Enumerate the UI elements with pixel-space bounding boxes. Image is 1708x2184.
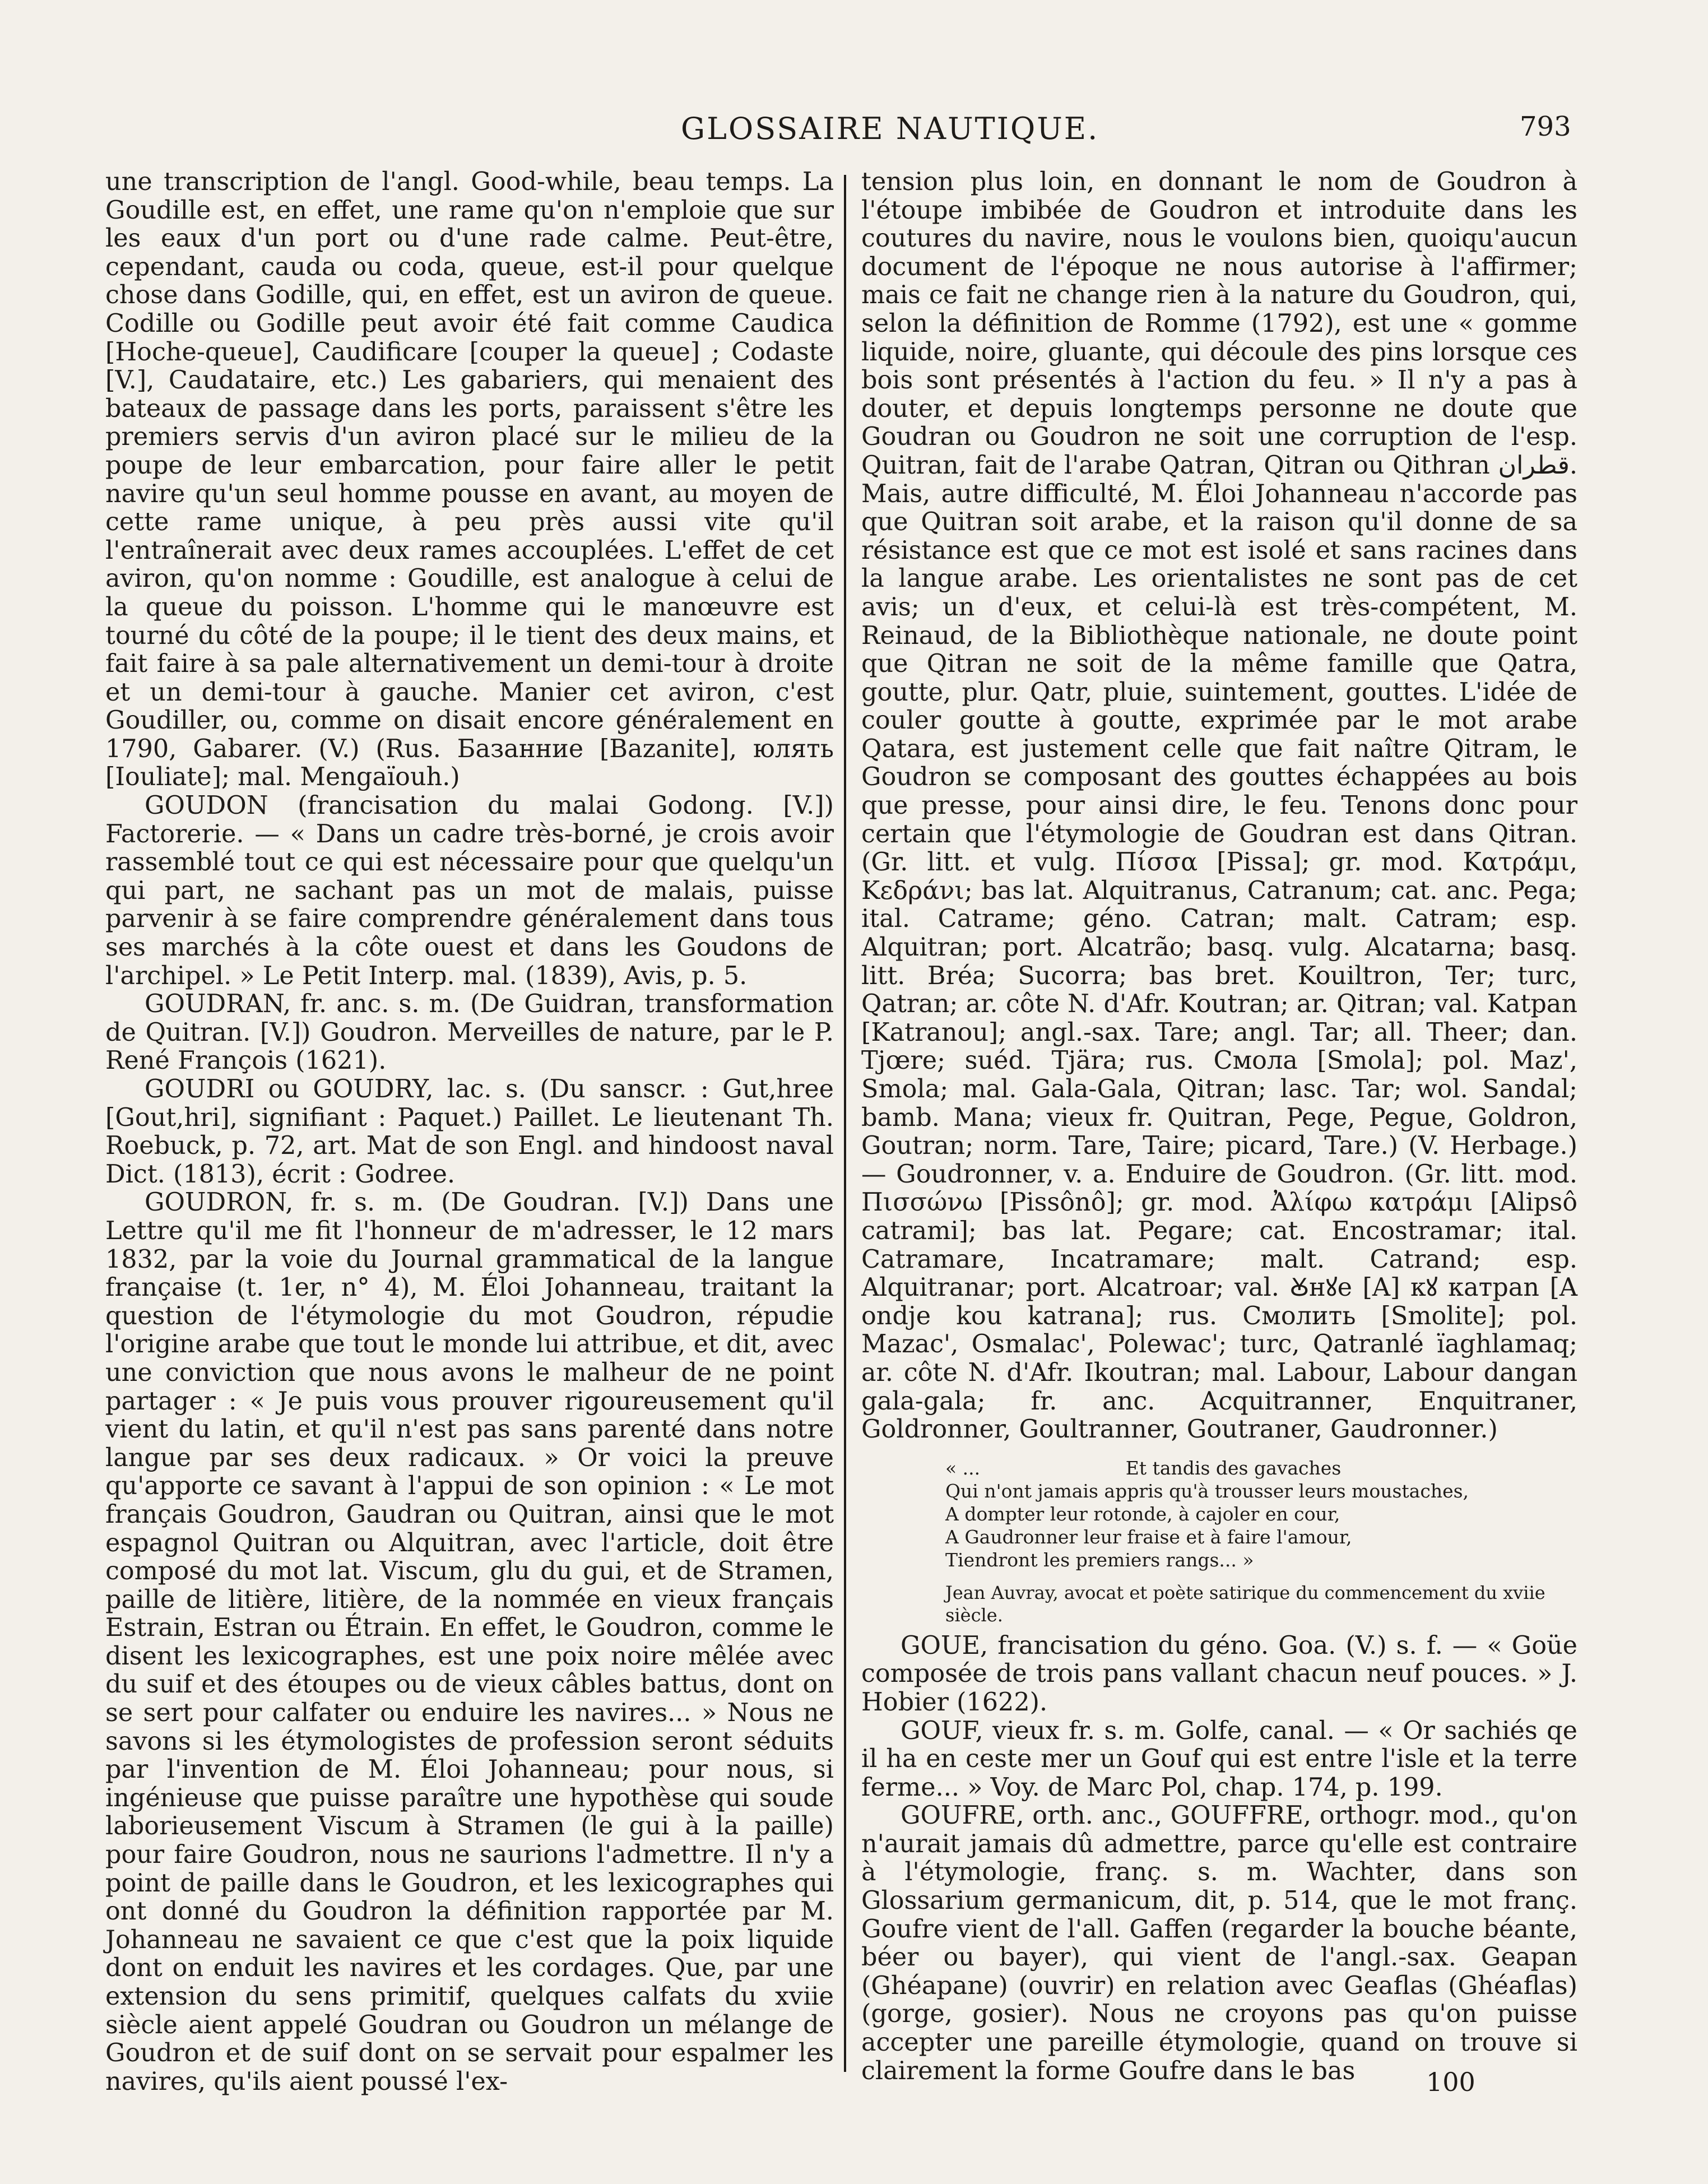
column-divider bbox=[844, 175, 846, 2072]
quote-line: A Gaudronner leur fraise et à faire l'amour, bbox=[945, 1525, 1352, 1548]
paragraph-continuation: une transcription de l'angl. Good-while, beau temps. La Goudille est, en effet, une rame qu'on n'emploie que sur les eaux d'un port ou d'une rade calme. Peut-être, cependant, cauda ou coda, queue, est-il pour quelque chose dans Godille, qui, en effet, est un aviron de queue. Codille ou Godille peut avoir été fait comme Caudica [Hoche-queue], Caudificare [couper la queue] ; Codaste [V.], Caudataire, etc.) Les gabariers, qui menaient des bateaux de passage dans les ports, paraissent s'être les premiers servis d'un aviron placé sur le milieu de la poupe de leur embarcation, pour faire aller le petit navire qu'un seul homme pousse en avant, au moyen de cette rame unique, à peu près aussi vite qu'il l'entraînerait avec deux rames accouplées. L'effet de cet aviron, qu'on nomme : Goudille, est analogue à celui de la queue du poisson. L'homme qui le manœuvre est tourné du côté de la poupe; il le tient des deux mains, et fait faire à sa pale alternativement un demi-tour à droite et un demi-tour à gauche. Manier cet aviron, c'est Goudiller, ou, comme on disait encore généralement en 1790, Gabarer. (V.) (Rus. Базанние [Bazanite], юлять [Iouliate]; mal. Mengaïouh.) bbox=[105, 168, 834, 792]
entry-goudon: GOUDON (francisation du malai Godong. [V.]) Factorerie. — « Dans un cadre très-borné, je crois avoir rassemblé tout ce qui est nécessaire pour que quelqu'un qui part, ne sachant pas un mot de malais, puisse parvenir à se faire comprendre généralement dans tous ses marchés à la côte ouest et dans les Goudons de l'archipel. » Le Petit Interp. mal. (1839), Avis, p. 5. bbox=[105, 791, 834, 990]
verse-quotation bbox=[945, 1457, 1577, 1571]
quote-attribution: Jean Auvray, avocat et poète satirique du commencement du xviie siècle. bbox=[945, 1582, 1545, 1626]
signature-number: 100 bbox=[1426, 2067, 1475, 2097]
paragraph-goudron-continued: tension plus loin, en donnant le nom de Goudron à l'étoupe imbibée de Goudron et introduite dans les coutures du navire, nous le voulons bien, quoiqu'aucun document de l'époque ne nous autorise à l'affirmer; mais ce fait ne change rien à la nature du Goudron, qui, selon la définition de Romme (1792), est une « gomme liquide, noire, gluante, qui découle des pins lorsque ces bois sont présentés à l'action du feu. » Il n'y a pas à douter, et depuis longtemps personne ne doute que Goudran ou Goudron ne soit une corruption de l'esp. Quitran, fait de l'arabe Qatran, Qitran ou Qithran قطران. Mais, autre difficulté, M. Éloi Johanneau n'accorde pas que Quitran soit arabe, et la raison qu'il donne de sa résistance est que ce mot est isolé et sans racines dans la langue arabe. Les orientalistes ne sont pas de cet avis; un d'eux, et celui-là est très-compétent, M. Reinaud, de la Bibliothèque nationale, ne doute point que Qitran ne soit de la même famille que Qatra, goutte, plur. Qatr, pluie, suintement, gouttes. L'idée de couler goutte à goutte, exprimée par le mot arabe Qatara, est justement celle que fait naître Qitram, le Goudron se composant des gouttes échappées au bois que presse, pour ainsi dire, le feu. Tenons donc pour certain que l'étymologie de Goudran est dans Qitran. (Gr. litt. et vulg. Πίσσα [Pissa]; gr. mod. Κατράμι, Κεδράνι; bas lat. Alquitranus, Catranum; cat. anc. Pega; ital. Catrame; géno. Catran; malt. Catram; esp. Alquitran; port. Alcatrão; basq. vulg. Alcatarna; basq. litt. Bréa; Sucorra; bas bret. Kouiltron, Ter; turc, Qatran; ar. côte N. d'Afr. Koutran; ar. Qitran; val. Katpan [Katranou]; angl.-sax. Tare; angl. Tar; all. Theer; dan. Tjœre; suéd. Tjära; rus. Смола [Smola]; pol. Maz', Smola; mal. Gala-Gala, Qitran; lasc. Tar; wol. Sandal; bamb. Mana; vieux fr. Quitran, Pege, Pegue, Goldron, Goutran; norm. Tare, Taire; picard, Tare.) (V. Herbage.) — Goudronner, v. a. Enduire de Goudron. (Gr. litt. mod. Πισσώνω [Pissônô]; gr. mod. Ἀλίφω κατράμι [Alipsô catrami]; bas lat. Pegare; cat. Encostramar; ital. Catramare, Incatramare; malt. Catrand; esp. Alquitranar; port. Alcatroar; val. Ꙋнꙋе [A] кꙋ катpan [A ondje kou katrana]; rus. Смолить [Smolite]; pol. Mazac', Osmalac', Polewac'; turc, Qatranlé ïaghlamaq; ar. côte N. d'Afr. Ikoutran; mal. Labour, Labour dangan gala-gala; fr. anc. Acquitranner, Enquitraner, Goldronner, Goultranner, Goutraner, Gaudronner.) bbox=[861, 168, 1577, 1444]
page-title: GLOSSAIRE NAUTIQUE. bbox=[681, 111, 1099, 146]
quote-line: Qui n'ont jamais appris qu'à trousser leurs moustaches, bbox=[945, 1480, 1469, 1502]
entry-goudri: GOUDRI ou GOUDRY, lac. s. (Du sanscr. : Gut,hree [Gout,hri], signifiant : Paquet.) Paillet. Le lieutenant Th. Roebuck, p. 72, art. Mat de son Engl. and hindoost naval Dict. (1813), écrit : Godree. bbox=[105, 1075, 834, 1189]
entry-goudron: GOUDRON, fr. s. m. (De Goudran. [V.]) Dans une Lettre qu'il me fit l'honneur de m'adresser, le 12 mars 1832, par la voie du Journal grammatical de la langue française (t. 1er, n° 4), M. Éloi Johanneau, traitant la question de l'étymologie du mot Goudron, répudie l'origine arabe que tout le monde lui attribue, et dit, avec une conviction que nous avons le malheur de ne point partager : « Je puis vous prouver rigoureusement qu'il vient du latin, et qu'il n'est pas sans parenté dans notre langue par ses deux radicaux. » Or voici la preuve qu'apporte ce savant à l'appui de son opinion : « Le mot français Goudron, Gaudran ou Quitran, ainsi que le mot espagnol Quitran ou Alquitran, avec l'article, doit être composé du mot lat. Viscum, glu du gui, et de Stramen, paille de litière, litière, de la nommée en vieux français Estrain, Estran ou Étrain. En effet, le Goudron, comme le disent les lexicographes, est une poix noire mêlée avec du suif et des étoupes ou de vieux câbles battus, dont on se sert pour calfater ou enduire les navires... » Nous ne savons si les étymologistes de profession seront séduits par l'invention de M. Éloi Johanneau; pour nous, si ingénieuse que puisse paraître une hypothèse qui soude laborieusement Viscum à Stramen (le gui à la paille) pour faire Goudron, nous ne saurions l'admettre. Il n'y a point de paille dans le Goudron, et les lexicographes qui ont donné du Goudron la définition rapportée par M. Johanneau ne savaient ce que c'est que la poix liquide dont on enduit les navires et les cordages. Que, par une extension du sens primitif, quelques calfats du xviie siècle aient appelé Goudran ou Goudron un mélange de Goudron et de suif dont on se servait pour espalmer les navires, qu'ils aient poussé l'ex- bbox=[105, 1188, 834, 2096]
entry-goufre: GOUFRE, orth. anc., GOUFFRE, orthogr. mod., qu'on n'aurait jamais dû admettre, parce qu'elle est contraire à l'étymologie, franç. s. m. Wachter, dans son Glossarium germanicum, dit, p. 514, que le mot franç. Goufre vient de l'all. Gaffen (regarder la bouche béante, béer ou bayer), qui vient de l'angl.-sax. Geapan (Ghéapane) (ouvrir) en relation avec Geaflas (Ghéaflas) (gorge, gosier). Nous ne croyons pas qu'on puisse accepter une pareille étymologie, quand on trouve si clairement la forme Goufre dans le bas bbox=[861, 1801, 1577, 2085]
left-column bbox=[105, 168, 834, 2096]
right-column bbox=[861, 168, 1577, 2085]
entry-gouf: GOUF, vieux fr. s. m. Golfe, canal. — « Or sachiés qe il ha en ceste mer un Gouf qui est entre l'isle et la terre ferme... » Voy. de Marc Pol, chap. 174, p. 199. bbox=[861, 1716, 1577, 1802]
quote-line: « ... bbox=[945, 1457, 981, 1479]
quote-line: Tiendront les premiers rangs... » bbox=[945, 1548, 1254, 1571]
page-number: 793 bbox=[1520, 111, 1571, 142]
quote-line: Et tandis des gavaches bbox=[1125, 1457, 1342, 1479]
quote-line: A dompter leur rotonde, à cajoler en cour, bbox=[945, 1503, 1340, 1525]
entry-goudran: GOUDRAN, fr. anc. s. m. (De Guidran, transformation de Quitran. [V.]) Goudron. Merveilles de nature, par le P. René François (1621). bbox=[105, 990, 834, 1075]
entry-goue: GOUE, francisation du géno. Goa. (V.) s. f. — « Goüe composée de trois pans vallant chacun neuf pouces. » J. Hobier (1622). bbox=[861, 1631, 1577, 1717]
